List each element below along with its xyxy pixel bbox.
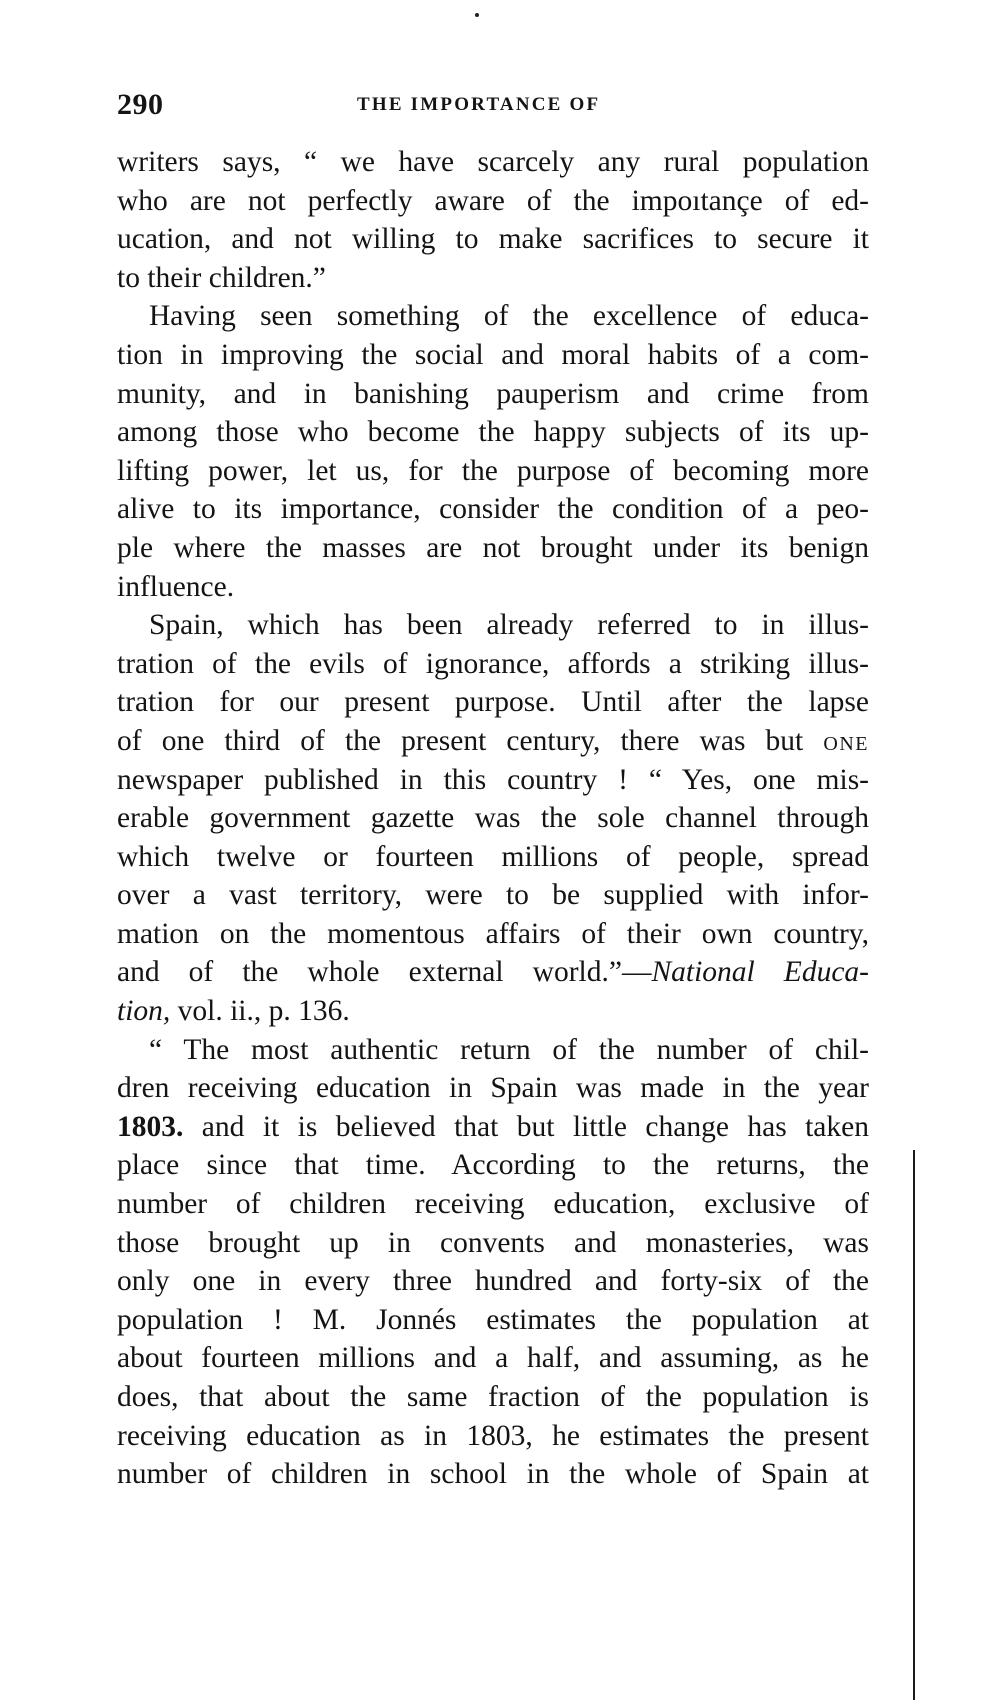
text-line: number of children receiving education, exclusive of: [117, 1188, 869, 1221]
text-run: and it is believed that but little change has taken: [183, 1110, 869, 1143]
text-line: lifting power, let us, for the purpose of becoming more: [117, 454, 869, 487]
text-line: to their children.”: [117, 261, 326, 294]
text-line: ucation, and not willing to make sacrifices to secure it: [117, 223, 869, 256]
text-line: only one in every three hundred and forty-six of the: [117, 1265, 869, 1298]
text-line: [117, 722, 869, 761]
text-line: tion in improving the social and moral habits of a com-: [117, 338, 869, 371]
text-line: [117, 1108, 869, 1147]
page-edge-shadow: [913, 1150, 915, 1700]
text-line: dren receiving education in Spain was made in the year: [117, 1072, 869, 1105]
text-line: alive to its importance, consider the condition of a peo-: [117, 493, 869, 526]
text-line: place since that time. According to the returns, the: [117, 1149, 869, 1182]
text-line: influence.: [117, 570, 235, 603]
text-line: tration of the evils of ignorance, affords a striking illus-: [117, 647, 869, 680]
text-line: number of children in school in the whole of Spain at: [117, 1458, 869, 1491]
citation-reference: vol. ii., p. 136.: [170, 995, 350, 1028]
text-line: munity, and in banishing pauperism and crime from: [117, 377, 869, 410]
text-line: Spain, which has been already referred to in illus-: [149, 609, 869, 642]
print-speck: [475, 13, 479, 17]
text-line: “ The most authentic return of the number of chil-: [149, 1033, 869, 1066]
page-header: [117, 86, 937, 130]
text-run: of one third of the present century, there was but: [117, 724, 804, 757]
year-1803: 1803.: [117, 1110, 184, 1143]
small-caps-word: ONE: [823, 732, 869, 755]
text-line: ple where the masses are not brought under its benign: [117, 531, 869, 564]
text-line: among those who become the happy subjects of its up-: [117, 416, 869, 449]
citation-title: National Educa-: [651, 956, 869, 989]
text-line: those brought up in convents and monasteries, was: [117, 1226, 869, 1259]
text-line: [117, 992, 869, 1031]
body-text: [117, 143, 869, 1494]
text-run: and of the whole external world.”—: [117, 956, 652, 989]
page-number: 290: [117, 88, 164, 121]
text-line: who are not perfectly aware of the impoıtançe of ed-: [117, 184, 869, 217]
text-line: newspaper published in this country ! “ Yes, one mis-: [117, 763, 869, 796]
text-line: receiving education as in 1803, he estimates the present: [117, 1419, 869, 1452]
text-line: erable government gazette was the sole channel through: [117, 802, 869, 835]
text-line: which twelve or fourteen millions of people, spread: [117, 840, 869, 873]
citation-title: tion,: [117, 995, 171, 1028]
text-line: over a vast territory, were to be supplied with infor-: [117, 879, 869, 912]
running-title: THE IMPORTANCE OF: [357, 94, 601, 115]
text-line: population ! M. Jonnés estimates the population at: [117, 1303, 869, 1336]
text-line: [117, 953, 869, 992]
text-line: writers says, “ we have scarcely any rural population: [117, 146, 869, 178]
text-line: about fourteen millions and a half, and assuming, as he: [117, 1342, 869, 1375]
text-line: mation on the momentous affairs of their own country,: [117, 917, 869, 950]
text-line: Having seen something of the excellence of educa-: [149, 300, 869, 333]
text-line: tration for our present purpose. Until after the lapse: [117, 686, 869, 719]
text-line: does, that about the same fraction of the population is: [117, 1381, 869, 1413]
